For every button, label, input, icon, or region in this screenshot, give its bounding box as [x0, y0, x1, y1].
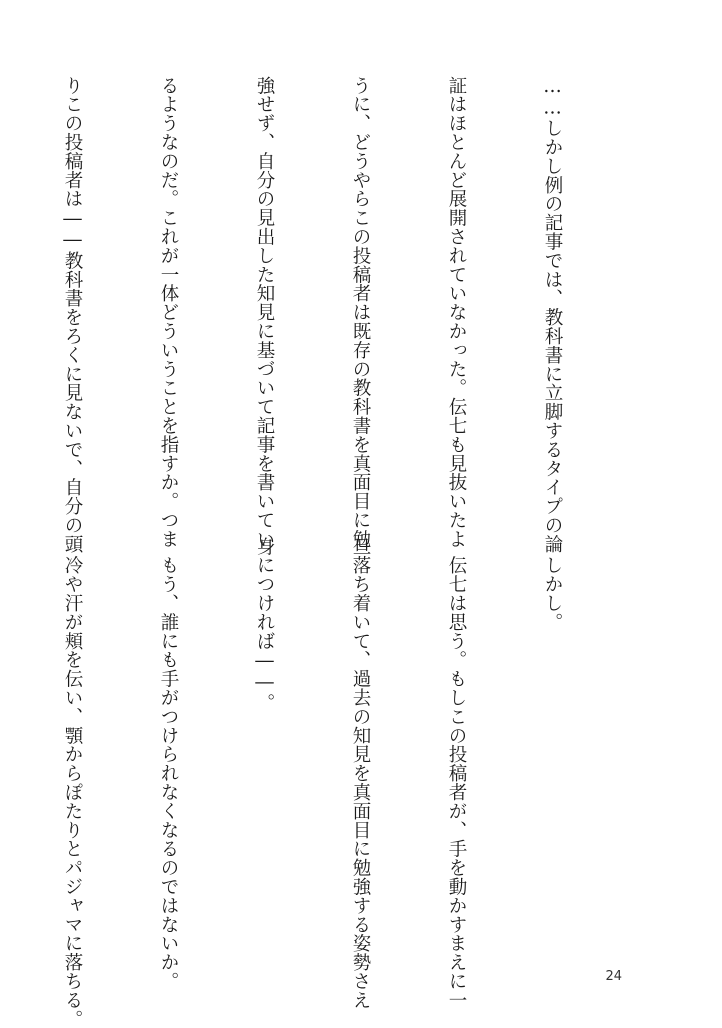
text-column: 冷や汗が頬を伝い、顎からぽたりとパジャマに落ちる。	[62, 537, 83, 1028]
text-column: しかし。	[542, 537, 563, 632]
text-column: 証はほとんど展開されていなかった。伝七も見抜いたよ	[446, 76, 467, 549]
text-column: ……しかし例の記事では、教科書に立脚するタイプの論	[542, 76, 563, 554]
text-column: うに、どうやらこの投稿者は既存の教科書を真面目に勉	[350, 76, 371, 549]
text-column: りこの投稿者は――教科書をろくに見ないで、自分の頭	[62, 76, 83, 554]
text-column: 伝七は思う。もしこの投稿者が、手を動かすまえに一	[446, 537, 467, 1010]
page-number: 24	[605, 969, 622, 984]
upper-text-block	[62, 76, 632, 554]
text-column: 強せず、自分の見出した知見に基づいて記事を書いてい	[254, 76, 275, 549]
text-column: 旦落ち着いて、過去の知見を真面目に勉強する姿勢さえ	[350, 537, 371, 1010]
text-column: もう、誰にも手がつけられなくなるのではないか。	[158, 537, 179, 991]
text-column: るようなのだ。これが一体どういうことを指すか。つま	[158, 76, 179, 549]
text-column: 身につければ――。	[254, 537, 275, 713]
